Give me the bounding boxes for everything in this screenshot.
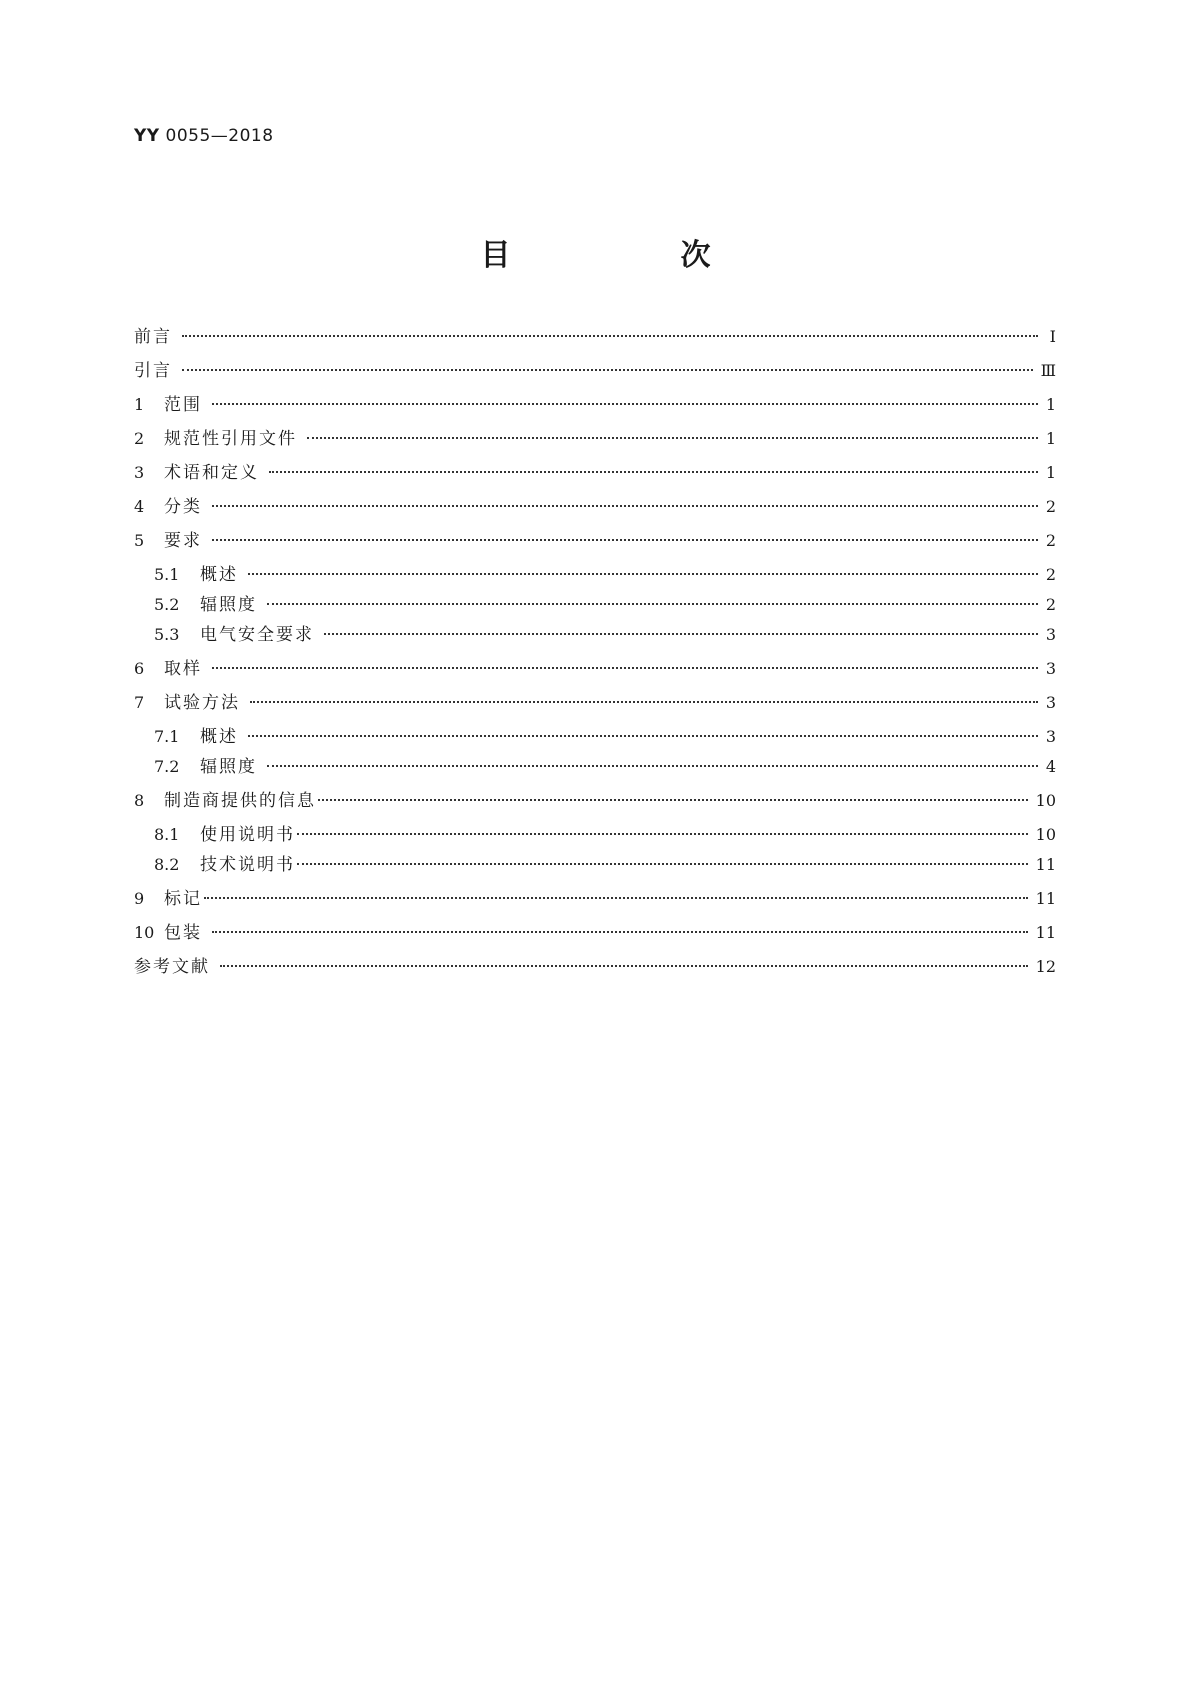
toc-entry-page: 2: [1045, 497, 1056, 516]
toc-entry-page: 3: [1045, 727, 1056, 746]
toc-entry-page: Ⅲ: [1040, 361, 1056, 380]
toc-entry-label: 取样: [164, 659, 202, 679]
toc-entry-number: 10: [134, 923, 155, 942]
toc-entry-page: 3: [1045, 659, 1056, 678]
toc-entry-page: Ⅰ: [1049, 327, 1056, 346]
toc-dot-leader: [269, 471, 1038, 473]
toc-entry-label: 包装: [164, 923, 202, 943]
toc-entry-7-2[interactable]: [154, 756, 1056, 778]
toc-entry-3[interactable]: [134, 462, 1056, 484]
toc-entry-label: 概述: [200, 727, 238, 747]
toc-dot-leader: [204, 897, 1028, 899]
toc-entry-label: 辐照度: [200, 595, 257, 615]
toc-entry-7-1[interactable]: [154, 726, 1056, 748]
toc-entry-page: 1: [1045, 395, 1056, 414]
toc-entry-label: 范围: [164, 395, 202, 415]
toc-dot-leader: [318, 799, 1028, 801]
toc-dot-leader: [212, 667, 1038, 669]
toc-dot-leader: [212, 539, 1038, 541]
toc-dot-leader: [220, 965, 1028, 967]
toc-entry-label: 规范性引用文件: [164, 429, 297, 449]
toc-entry-label: 电气安全要求: [200, 625, 314, 645]
toc-entry-number: 5: [134, 531, 145, 550]
toc-entry-number: 4: [134, 497, 145, 516]
toc-entry-foreword[interactable]: [134, 326, 1056, 348]
toc-dot-leader: [307, 437, 1038, 439]
toc-entry-page: 11: [1035, 923, 1056, 942]
toc-entry-number: 6: [134, 659, 145, 678]
toc-entry-page: 2: [1045, 531, 1056, 550]
toc-entry-5[interactable]: [134, 530, 1056, 552]
toc-entry-number: 5.2: [154, 595, 180, 614]
toc-entry-page: 3: [1045, 625, 1056, 644]
toc-entry-label: 概述: [200, 565, 238, 585]
toc-entry-number: 9: [134, 889, 145, 908]
toc-entry-number: 1: [134, 395, 145, 414]
toc-entry-number: 5.1: [154, 565, 180, 584]
toc-entry-label: 分类: [164, 497, 202, 517]
toc-entry-5-3[interactable]: [154, 624, 1056, 646]
toc-dot-leader: [297, 833, 1028, 835]
toc-entry-9[interactable]: [134, 888, 1056, 910]
standard-code: [134, 126, 274, 146]
toc-entry-number: 7.1: [154, 727, 180, 746]
toc-entry-4[interactable]: [134, 496, 1056, 518]
toc-entry-label: 术语和定义: [164, 463, 259, 483]
toc-entry-page: 1: [1045, 429, 1056, 448]
toc-entry-number: 8.1: [154, 825, 180, 844]
toc-entry-number: 7: [134, 693, 145, 712]
page-title: 目 次: [480, 238, 781, 273]
toc-entry-page: 4: [1045, 757, 1056, 776]
toc-entry-page: 1: [1045, 463, 1056, 482]
toc-entry-page: 12: [1035, 957, 1056, 976]
toc-entry-number: 5.3: [154, 625, 180, 644]
toc-entry-label: 参考文献: [134, 957, 210, 977]
toc-entry-8-2[interactable]: [154, 854, 1056, 876]
toc-entry-2[interactable]: [134, 428, 1056, 450]
toc-dot-leader: [248, 573, 1038, 575]
toc-dot-leader: [324, 633, 1038, 635]
standard-code-prefix: YY: [134, 126, 160, 146]
toc-entry-5-1[interactable]: [154, 564, 1056, 586]
standard-code-number: 0055—2018: [165, 126, 274, 146]
toc-dot-leader: [212, 403, 1038, 405]
toc-entry-5-2[interactable]: [154, 594, 1056, 616]
toc-entry-page: 2: [1045, 595, 1056, 614]
toc-entry-label: 使用说明书: [200, 825, 295, 845]
toc-entry-page: 2: [1045, 565, 1056, 584]
toc-entry-label: 技术说明书: [200, 855, 295, 875]
toc-entry-label: 辐照度: [200, 757, 257, 777]
toc-entry-label: 前言: [134, 327, 172, 347]
toc-entry-number: 8.2: [154, 855, 180, 874]
toc-entry-8[interactable]: [134, 790, 1056, 812]
toc-entry-number: 8: [134, 791, 145, 810]
toc-dot-leader: [212, 931, 1028, 933]
toc-dot-leader: [212, 505, 1038, 507]
toc-entry-page: 11: [1035, 855, 1056, 874]
toc-dot-leader: [297, 863, 1028, 865]
toc-entry-label: 制造商提供的信息: [164, 791, 316, 811]
toc-entry-page: 11: [1035, 889, 1056, 908]
toc-dot-leader: [250, 701, 1038, 703]
toc-entry-8-1[interactable]: [154, 824, 1056, 846]
toc-entry-10[interactable]: [134, 922, 1056, 944]
toc-dot-leader: [267, 765, 1038, 767]
toc-entry-label: 试验方法: [164, 693, 240, 713]
toc-entry-label: 要求: [164, 531, 202, 551]
toc-entry-number: 3: [134, 463, 145, 482]
toc-entry-number: 7.2: [154, 757, 180, 776]
toc-entry-7[interactable]: [134, 692, 1056, 714]
toc-entry-page: 3: [1045, 693, 1056, 712]
toc-entry-label: 标记: [164, 889, 202, 909]
toc-entry-page: 10: [1035, 825, 1056, 844]
toc-entry-number: 2: [134, 429, 145, 448]
toc-entry-label: 引言: [134, 361, 172, 381]
toc-dot-leader: [267, 603, 1038, 605]
toc-entry-page: 10: [1035, 791, 1056, 810]
toc-entry-bibliography[interactable]: [134, 956, 1056, 978]
toc-entry-1[interactable]: [134, 394, 1056, 416]
toc-entry-6[interactable]: [134, 658, 1056, 680]
toc-dot-leader: [182, 369, 1033, 371]
toc-entry-introduction[interactable]: [134, 360, 1056, 382]
toc-dot-leader: [248, 735, 1038, 737]
toc-dot-leader: [182, 335, 1038, 337]
